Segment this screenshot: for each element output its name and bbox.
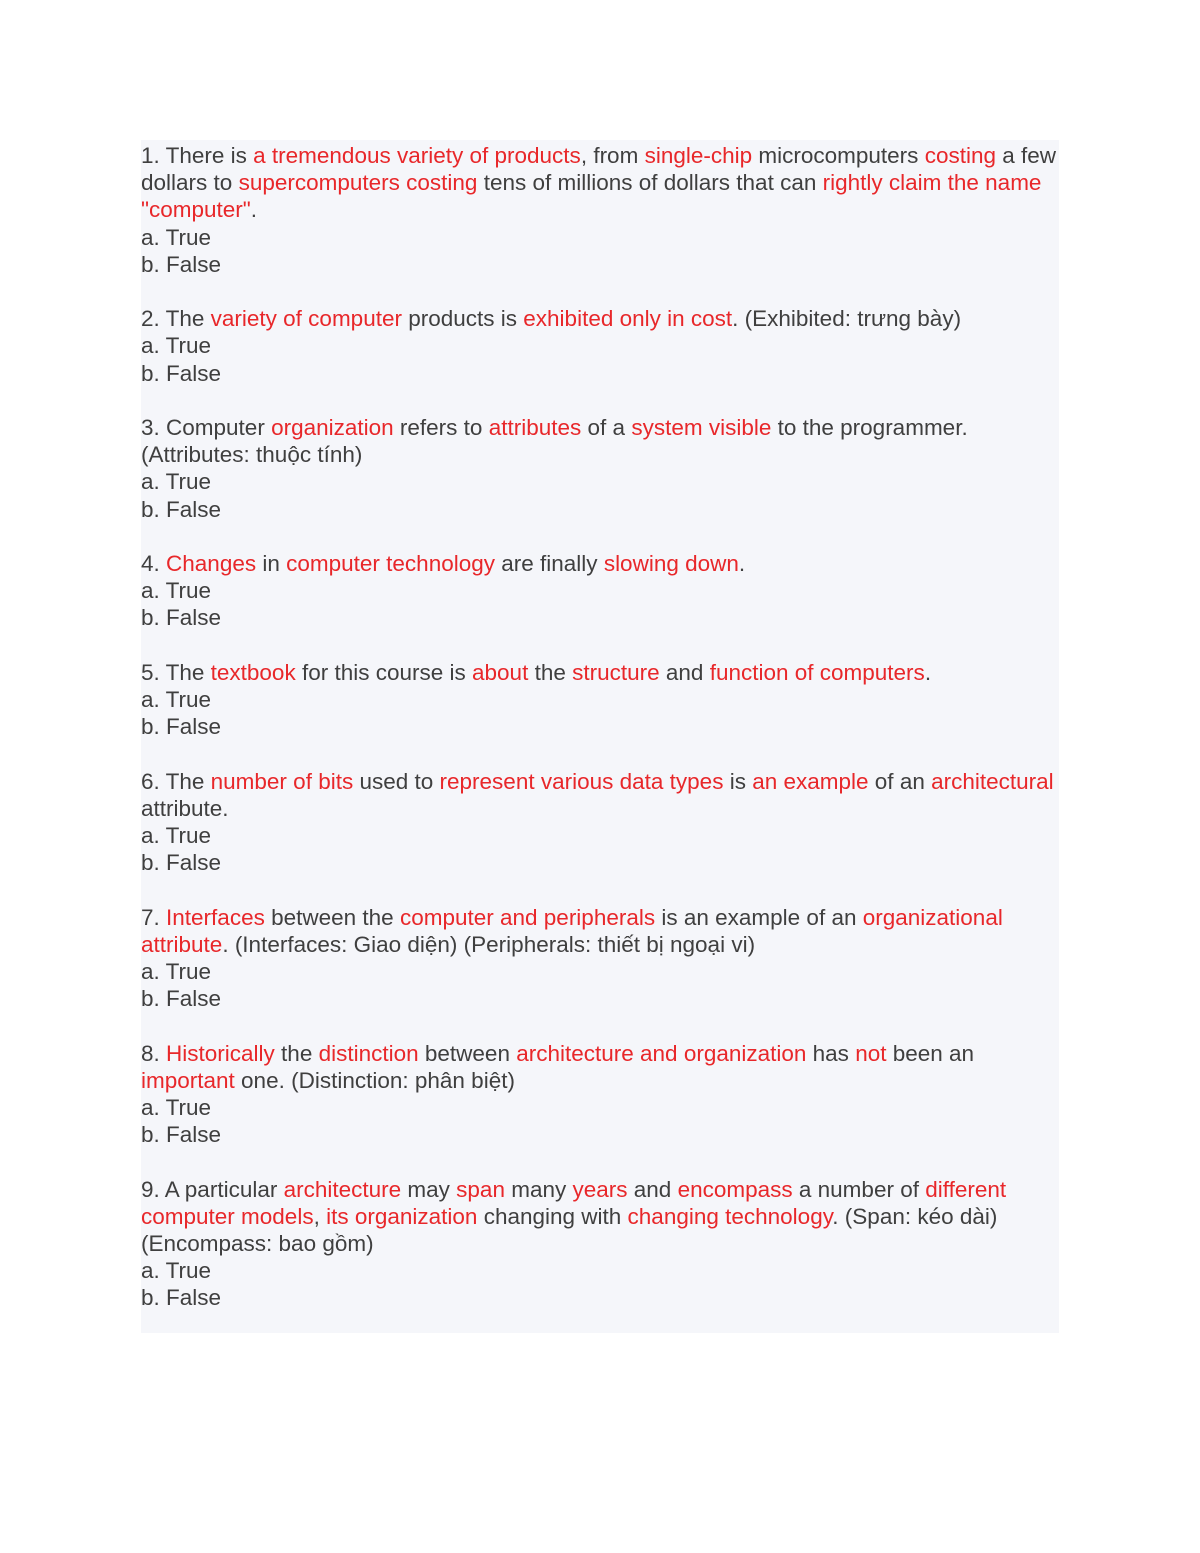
question-text-segment: . [250,197,258,223]
question-text [141,768,1059,822]
question-item [141,305,1059,387]
question-item [141,1040,1059,1149]
highlighted-phrase: organizational attribute [141,904,1003,957]
question-item [141,1176,1059,1312]
highlighted-phrase: a tremendous variety of products [253,143,581,168]
question-text-segment: many [504,1176,573,1202]
question-text-segment: are finally [495,551,604,576]
question-number: 3 [141,415,154,440]
option-true: a. True [141,1095,212,1120]
question-text-segment: between [418,1040,517,1066]
highlighted-phrase: changing technology [627,1203,833,1229]
highlighted-phrase: variety of computer [210,306,402,332]
question-text-segment: . (Interfaces: Giao diện) (Peripherals: thiết bị ngoại vi) [222,931,756,957]
question-text-segment: is an example of an [655,904,863,930]
question-text-segment: used to [353,768,440,794]
option-false: b. False [141,251,222,277]
highlighted-phrase: function of computers [709,659,925,685]
question-text [141,305,1059,332]
question-text-segment: microcomputers [752,143,925,168]
highlighted-phrase: represent various data types [439,768,724,794]
option-false: b. False [141,850,222,876]
highlighted-phrase: its organization [326,1203,478,1229]
quiz-question-list [141,140,1059,1312]
question-text-segment: . (Span: kéo dài) (Encompass: bao gồm) [141,1203,998,1256]
question-number: 6 [141,768,154,794]
highlighted-phrase: about [472,659,529,685]
highlighted-phrase: not [855,1040,887,1066]
question-text-segment: to the programmer. (Attributes: thuộc tính) [141,415,968,468]
question-text-segment: , [313,1203,327,1229]
question-text [141,1176,1059,1258]
highlighted-phrase: costing [924,143,996,168]
highlighted-phrase: structure [572,659,660,685]
highlighted-phrase: attributes [488,415,582,440]
option-true: a. True [141,333,212,359]
highlighted-phrase: exhibited only in cost [523,306,733,332]
highlighted-phrase: distinction [318,1040,419,1066]
question-text-segment: , from [580,143,645,168]
option-true: a. True [141,469,212,495]
question-text-segment: refers to [393,415,489,440]
option-true: a. True [141,224,212,250]
question-text [141,550,1059,577]
question-text-segment: tens of millions of dollars that can [477,170,823,196]
highlighted-phrase: slowing down [603,551,739,576]
question-text-segment: . [738,551,746,576]
option-false: b. False [141,1285,222,1311]
question-item [141,550,1059,632]
question-item [141,768,1059,877]
question-text [141,142,1059,224]
question-text-segment: . Computer [153,415,272,440]
option-true: a. True [141,687,212,712]
question-text-segment: and [627,1176,678,1202]
question-text-segment: a number of [792,1176,926,1202]
question-text-segment: . The [153,659,211,685]
question-number: 2 [141,306,154,332]
question-text-segment: changing with [477,1203,628,1229]
option-true: a. True [141,578,212,604]
question-text [141,1040,1059,1094]
question-text-segment: products is [401,306,524,332]
question-text-segment: . The [153,768,211,794]
question-text [141,659,1059,686]
highlighted-phrase: years [572,1176,628,1202]
highlighted-phrase: important [141,1067,235,1093]
highlighted-phrase: single-chip [644,143,753,168]
question-text-segment: . [153,1040,167,1066]
question-number: 4 [141,551,154,576]
option-false: b. False [141,986,222,1012]
highlighted-phrase: textbook [210,659,296,685]
question-text-segment: been an [886,1040,975,1066]
question-text [141,904,1059,958]
highlighted-phrase: computer and peripherals [399,904,656,930]
highlighted-phrase: architecture and organization [516,1040,807,1066]
question-text-segment: between the [264,904,400,930]
option-true: a. True [141,1258,212,1284]
highlighted-phrase: computer technology [286,551,495,576]
question-text-segment: . [153,904,167,930]
question-text-segment: . There is [153,143,254,168]
question-item [141,659,1059,741]
option-false: b. False [141,360,222,386]
question-text-segment: has [806,1040,856,1066]
question-text-segment: in [256,551,287,576]
question-text-segment: attribute. [141,795,229,821]
question-text-segment: of an [868,768,932,794]
question-text-segment: a few dollars to [141,143,1057,196]
question-number: 1 [141,143,154,168]
question-text-segment: . [153,551,167,576]
highlighted-phrase: architectural [931,768,1054,794]
question-item [141,904,1059,1013]
question-text-segment: may [401,1176,457,1202]
question-text-segment: . A particular [153,1176,284,1202]
highlighted-phrase: system visible [631,415,772,440]
highlighted-phrase: organization [271,415,394,440]
highlighted-phrase: different computer models [141,1176,1007,1229]
option-false: b. False [141,496,222,522]
highlighted-phrase: supercomputers costing [238,170,478,196]
question-text-segment: one. (Distinction: phân biệt) [234,1067,515,1093]
question-text-segment: for this course is [295,659,473,685]
highlighted-phrase: Interfaces [166,904,265,930]
question-number: 5 [141,659,154,685]
question-text-segment: the [528,659,573,685]
option-true: a. True [141,959,212,984]
highlighted-phrase: span [456,1176,505,1202]
question-item [141,142,1059,278]
option-false: b. False [141,605,222,631]
highlighted-phrase: number of bits [210,768,354,794]
question-text [141,414,1059,468]
highlighted-phrase: an example [752,768,869,794]
document-page [141,140,1059,1333]
question-item [141,414,1059,523]
question-text-segment: is [723,768,753,794]
question-text-segment: . The [153,306,211,332]
highlighted-phrase: rightly claim the name "computer" [141,170,1042,223]
question-number: 8 [141,1040,154,1066]
question-text-segment: the [274,1040,319,1066]
question-number: 7 [141,904,154,930]
highlighted-phrase: encompass [677,1176,793,1202]
question-text-segment: . (Exhibited: trưng bày) [732,306,962,332]
highlighted-phrase: Historically [166,1040,275,1066]
option-false: b. False [141,714,222,740]
question-text-segment: . [924,659,932,685]
highlighted-phrase: Changes [166,551,257,576]
option-false: b. False [141,1122,222,1148]
question-text-segment: and [659,659,710,685]
question-text-segment: of a [581,415,632,440]
option-true: a. True [141,823,212,848]
question-number: 9 [141,1176,154,1202]
highlighted-phrase: architecture [283,1176,402,1202]
